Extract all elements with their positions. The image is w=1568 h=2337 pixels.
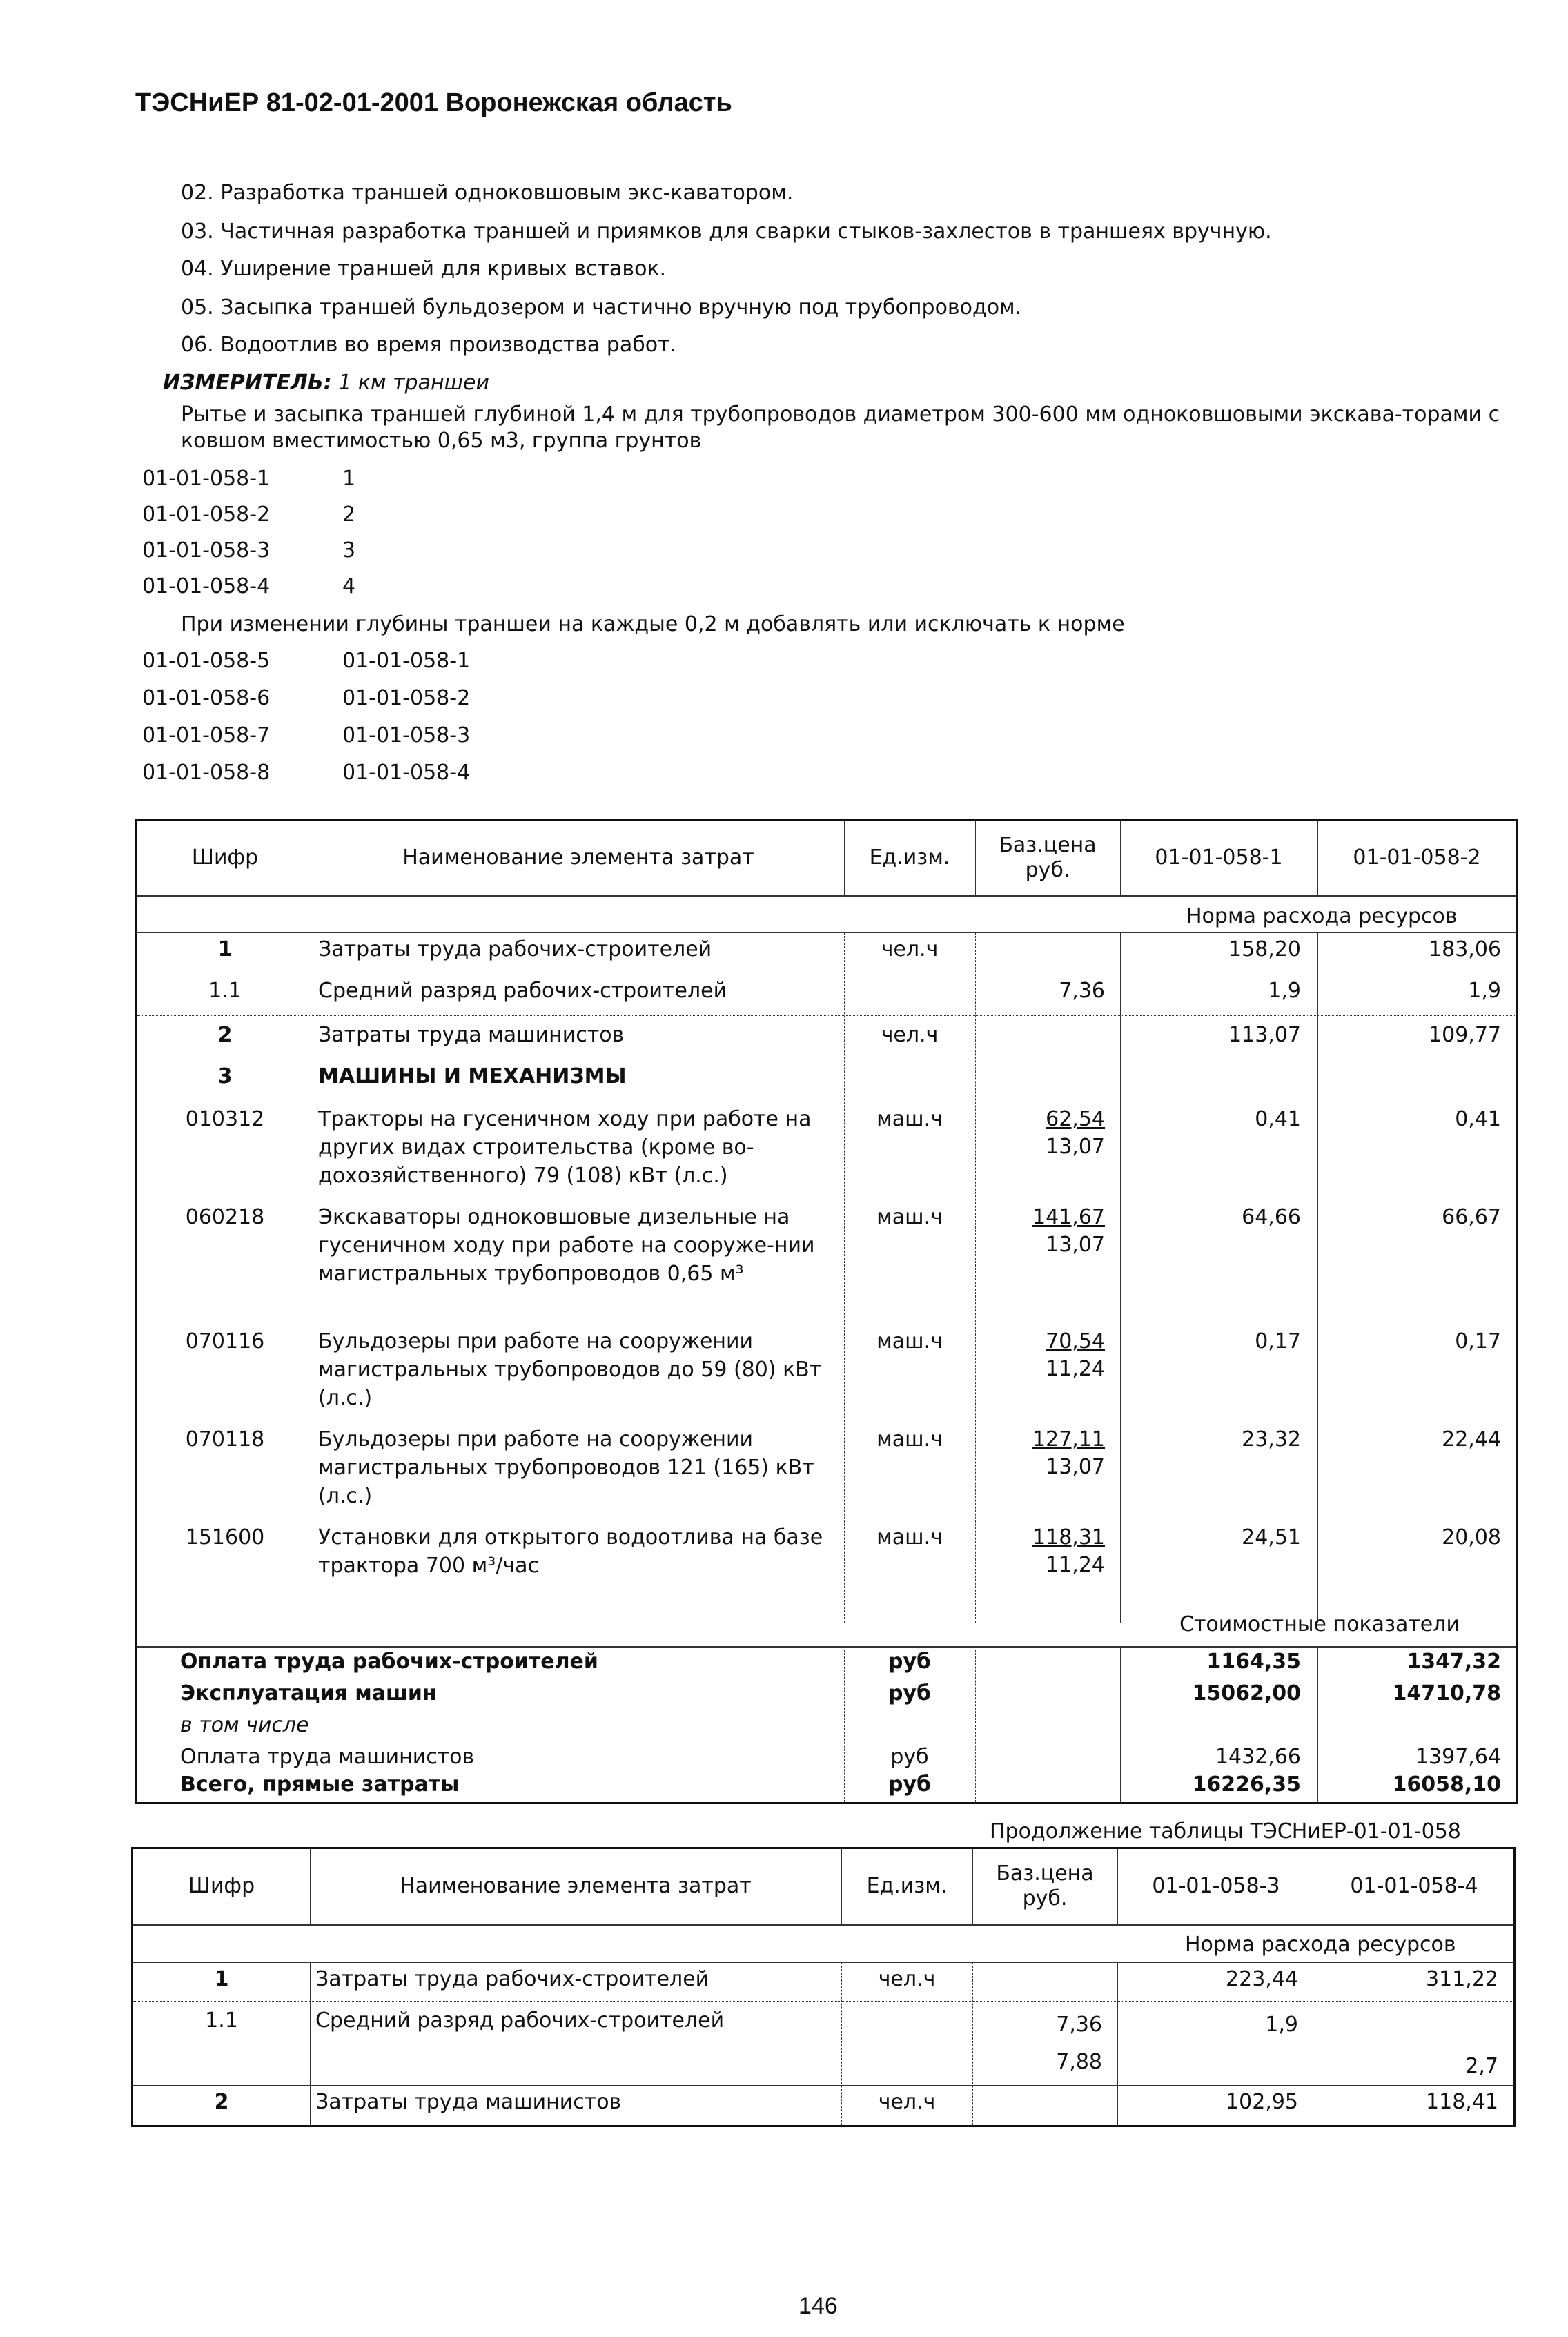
table-row-v1: 223,44 (1226, 1967, 1298, 1991)
table-row-v2: 0,41 (1455, 1107, 1501, 1131)
section-heading: МАШИНЫ И МЕХАНИЗМЫ (318, 1064, 627, 1088)
table-row-name: Бульдозеры при работе на сооружении магистральных трубопроводов до 59 (80) кВт (л.с.) (318, 1329, 822, 1410)
group-value: 4 (342, 574, 356, 598)
step-05: 05. Засыпка траншей бульдозером и частично вручную под трубопроводом. (181, 295, 1022, 320)
table-row-unit: маш.ч (876, 1205, 943, 1229)
group-value: 3 (342, 538, 356, 563)
continuation-note: Продолжение таблицы ТЭСНиЕР-01-01-058 (990, 1819, 1461, 1844)
col-price-header: Баз.цена руб. (996, 1861, 1094, 1910)
table-row-code: 060218 (185, 1205, 265, 1229)
depth-row (142, 686, 471, 710)
col-code-header: Шифр (188, 1874, 255, 1898)
cost-unit: руб (890, 1745, 929, 1769)
table-row-v2: 0,17 (1455, 1329, 1501, 1353)
table-row-name: Средний разряд рабочих-строителей (315, 2008, 725, 2033)
cost-v2: 1397,64 (1415, 1745, 1501, 1769)
table-row-code: 1.1 (208, 979, 242, 1003)
page-title: ТЭСНиЕР 81-02-01-2001 Воронежская область (135, 88, 732, 117)
cost-unit: руб (888, 1772, 931, 1797)
table-row-price-machinist: 11,24 (1046, 1553, 1105, 1577)
group-value: 1 (342, 467, 356, 491)
group-row (142, 538, 356, 563)
table-row-unit: чел.ч (878, 2090, 936, 2114)
table-row-code: 2 (217, 1023, 233, 1047)
step-03: 03. Частичная разработка траншей и приямков для сварки стыков-захлестов в траншеях вручную. (181, 219, 1272, 244)
cost-name: Эксплуатация машин (180, 1681, 437, 1705)
table-row-name: Бульдозеры при работе на сооружении магистральных трубопроводов 121 (165) кВт (л.с.) (318, 1427, 814, 1508)
cost-name: Оплата труда машинистов (180, 1745, 475, 1769)
table-row-v1: 102,95 (1226, 2090, 1298, 2114)
group-code: 01-01-058-2 (142, 502, 271, 527)
table-row-name: Экскаваторы одноковшовые дизельные на гусеничном ходу при работе на сооруже-нии магистральных трубопроводов 0,65 м³ (318, 1205, 815, 1286)
table-header (133, 1849, 1513, 1924)
depth-ref: 01-01-058-4 (342, 761, 471, 785)
page-number: 146 (798, 2293, 838, 2319)
table-row-code: 010312 (185, 1107, 265, 1131)
table-header (137, 821, 1516, 895)
cost-v1: 16226,35 (1192, 1772, 1301, 1797)
table-row-unit: чел.ч (878, 1967, 936, 1991)
table-row-price-machinist: 13,07 (1046, 1455, 1105, 1479)
depth-code: 01-01-058-7 (142, 723, 271, 747)
table-row-v2: 2,7 (1465, 2054, 1498, 2078)
cost-v1: 1432,66 (1215, 1745, 1301, 1769)
table-row-v1: 24,51 (1242, 1525, 1301, 1549)
table-row-price-machinist: 13,07 (1046, 1135, 1105, 1159)
col-name-header: Наименование элемента затрат (402, 845, 754, 870)
table-row-name: Затраты труда машинистов (315, 2090, 622, 2114)
depth-ref: 01-01-058-1 (342, 649, 471, 673)
resource-table-1 (135, 819, 1518, 1804)
table-row-code: 3 (217, 1064, 233, 1088)
table-row-name: Установки для открытого водоотлива на базе трактора 700 м³/час (318, 1525, 823, 1578)
table-row-code: 070118 (185, 1427, 265, 1451)
table-row-v2: 20,08 (1442, 1525, 1501, 1549)
table-row-name: Средний разряд рабочих-строителей (318, 979, 727, 1003)
col-price-header: Баз.цена руб. (999, 833, 1097, 882)
table-row-price-alt: 7,88 (1056, 2050, 1102, 2074)
cost-subheading: в том числе (180, 1713, 309, 1737)
cost-v2: 16058,10 (1392, 1772, 1501, 1797)
table-row-v2: 66,67 (1442, 1205, 1501, 1229)
table-row-price: 7,36 (1059, 979, 1105, 1003)
table-row-price: 127,11 (1032, 1427, 1105, 1451)
group-code: 01-01-058-1 (142, 467, 271, 491)
table-row-v2: 183,06 (1429, 937, 1501, 961)
resource-table-2 (131, 1847, 1516, 2127)
group-code: 01-01-058-4 (142, 574, 271, 598)
table-row-unit: чел.ч (881, 1023, 939, 1047)
cost-name: Оплата труда рабочих-строителей (180, 1650, 598, 1674)
table-row-price: 118,31 (1032, 1525, 1105, 1549)
col-unit-header: Ед.изм. (869, 845, 950, 870)
group-row (142, 574, 356, 598)
col-unit-header: Ед.изм. (866, 1874, 948, 1898)
depth-ref: 01-01-058-2 (342, 686, 471, 710)
col-code-header: Шифр (191, 845, 259, 870)
cost-unit: руб (888, 1650, 931, 1674)
table-row-price: 70,54 (1046, 1329, 1105, 1353)
table-row-name: Затраты труда машинистов (318, 1023, 625, 1047)
table-row-code: 1 (217, 937, 233, 961)
step-02: 02. Разработка траншей одноковшовым экс-каватором. (181, 181, 794, 205)
depth-ref: 01-01-058-3 (342, 723, 471, 747)
col-2-header: 01-01-058-4 (1350, 1874, 1478, 1898)
group-row (142, 502, 356, 527)
step-04: 04. Уширение траншей для кривых вставок. (181, 257, 667, 281)
table-row-code: 2 (214, 2090, 229, 2114)
depth-row (142, 649, 471, 673)
cost-label: Стоимостные показатели (1179, 1612, 1460, 1636)
norm-label: Норма расхода ресурсов (1185, 1933, 1456, 1957)
col-1-header: 01-01-058-3 (1152, 1874, 1280, 1898)
table-row-v1: 64,66 (1242, 1205, 1301, 1229)
depth-row (142, 723, 471, 747)
table-row-code: 151600 (185, 1525, 265, 1549)
table-row-v1: 23,32 (1242, 1427, 1301, 1451)
table-row-v1: 1,9 (1268, 979, 1301, 1003)
work-description: Рытье и засыпка траншей глубиной 1,4 м для трубопроводов диаметром 300-600 мм одноковшовыми экскава-торами с ковшом вместимостью 0,65 м3, группа грунтов (181, 402, 1500, 453)
table-row-unit: маш.ч (876, 1525, 943, 1549)
table-row-unit: чел.ч (881, 937, 939, 961)
table-row-v1: 0,17 (1255, 1329, 1301, 1353)
table-row-code: 1.1 (205, 2008, 238, 2033)
table-row-v2: 118,41 (1426, 2090, 1498, 2114)
table-row-v2: 311,22 (1426, 1967, 1498, 1991)
cost-unit: руб (888, 1681, 931, 1705)
group-value: 2 (342, 502, 356, 527)
table-row-unit: маш.ч (876, 1427, 943, 1451)
depth-code: 01-01-058-6 (142, 686, 271, 710)
depth-row (142, 761, 471, 785)
cost-v1: 1164,35 (1206, 1650, 1301, 1674)
table-row-v1: 113,07 (1228, 1023, 1301, 1047)
cost-v2: 1347,32 (1407, 1650, 1501, 1674)
col-2-header: 01-01-058-2 (1353, 845, 1481, 870)
table-row-price: 7,36 (1056, 2013, 1102, 2037)
group-code: 01-01-058-3 (142, 538, 271, 563)
table-row-code: 070116 (185, 1329, 265, 1353)
table-row-code: 1 (214, 1967, 229, 1991)
table-row-v2: 109,77 (1429, 1023, 1501, 1047)
table-row-price-machinist: 13,07 (1046, 1233, 1105, 1257)
norm-label: Норма расхода ресурсов (1186, 904, 1458, 928)
table-row-price-machinist: 11,24 (1046, 1357, 1105, 1381)
measure-label: ИЗМЕРИТЕЛЬ: (163, 371, 332, 395)
table-row-name: Затраты труда рабочих-строителей (318, 937, 712, 961)
depth-note: При изменении глубины траншеи на каждые 0,2 м добавлять или исключать к норме (181, 612, 1125, 636)
table-row-v1: 0,41 (1255, 1107, 1301, 1131)
table-row-v1: 158,20 (1228, 937, 1301, 961)
table-row-v1: 1,9 (1265, 2013, 1298, 2037)
depth-code: 01-01-058-5 (142, 649, 271, 673)
col-name-header: Наименование элемента затрат (400, 1874, 752, 1898)
table-row-name: Тракторы на гусеничном ходу при работе на других видах строительства (кроме во-дохозяйственного) 79 (108) кВт (л.с.) (318, 1107, 812, 1188)
cost-v2: 14710,78 (1392, 1681, 1501, 1705)
col-1-header: 01-01-058-1 (1155, 845, 1283, 870)
step-06: 06. Водоотлив во время производства работ. (181, 333, 677, 357)
cost-v1: 15062,00 (1192, 1681, 1301, 1705)
group-row (142, 467, 356, 491)
table-row-v2: 22,44 (1442, 1427, 1501, 1451)
cost-name: Всего, прямые затраты (180, 1772, 460, 1797)
depth-code: 01-01-058-8 (142, 761, 271, 785)
table-row-unit: маш.ч (876, 1107, 943, 1131)
table-row-price: 141,67 (1032, 1205, 1105, 1229)
measure-line (163, 371, 489, 395)
measure-value: 1 км траншеи (338, 371, 489, 395)
table-row-name: Затраты труда рабочих-строителей (315, 1967, 709, 1991)
table-row-price: 62,54 (1046, 1107, 1105, 1131)
table-row-v2: 1,9 (1468, 979, 1501, 1003)
table-row-unit: маш.ч (876, 1329, 943, 1353)
